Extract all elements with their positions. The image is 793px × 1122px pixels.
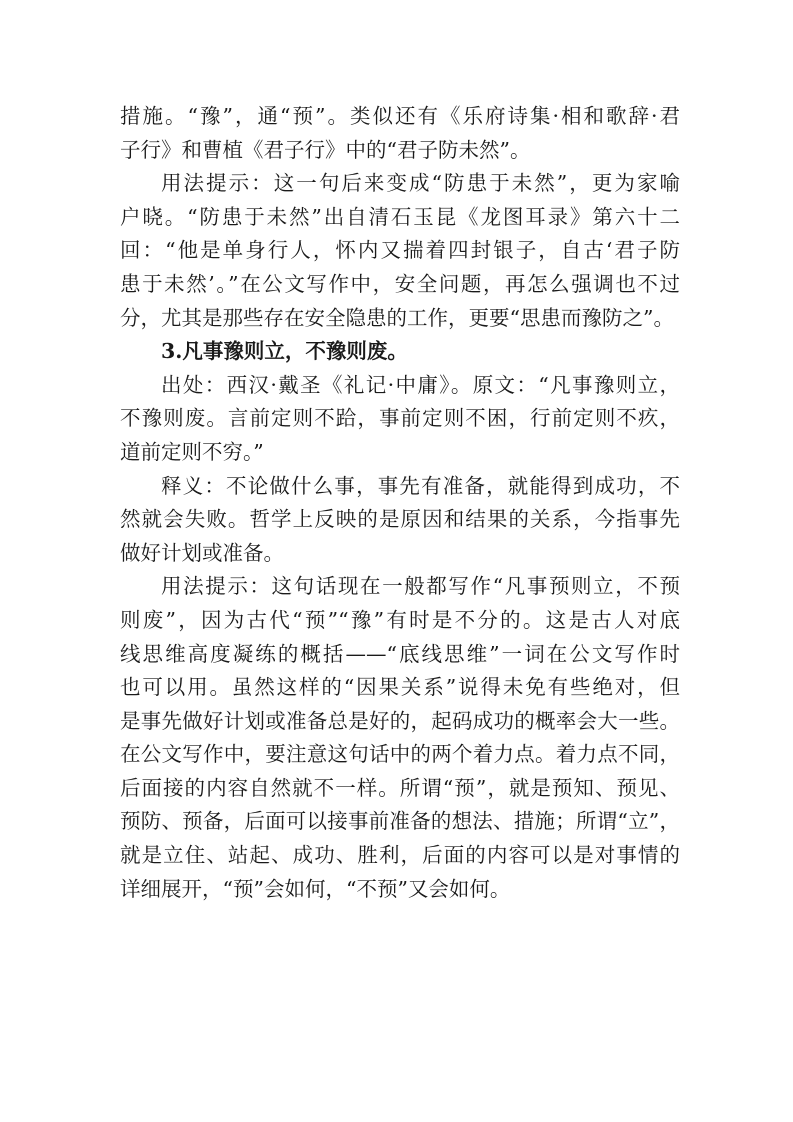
text-line: 分，尤其是那些存在安全隐患的工作，更要“思患而豫防之”。	[120, 305, 674, 330]
text-line: 措施。“豫”，通“预”。类似还有《乐府诗集·相和歌辞·君	[120, 104, 680, 128]
text-line: 用法提示：这一句后来变成“防患于未然”，更为家喻	[161, 171, 680, 196]
text-line: 户晓。“防患于未然”出自清石玉昆《龙图耳录》第六十二	[120, 204, 680, 229]
text-line: 后面接的内容自然就不一样。所谓“预”，就是预知、预见、	[120, 775, 680, 800]
text-line: 也可以用。虽然这样的“因果关系”说得未免有些绝对，但	[120, 675, 680, 700]
paragraph-source	[120, 369, 680, 470]
text-line: 释义：不论做什么事，事先有准备，就能得到成功，不	[161, 473, 680, 498]
paragraph-continuation	[120, 100, 680, 167]
section-heading	[120, 335, 680, 369]
text-line: 详细展开，“预”会如何，“不预”又会如何。	[120, 876, 511, 901]
text-line: 回：“他是单身行人，怀内又揣着四封银子，自古‘君子防	[120, 238, 680, 263]
heading-line: 3.凡事豫则立，不豫则废。	[161, 339, 408, 364]
paragraph-usage-note-2	[120, 570, 680, 906]
text-line: 在公文写作中，要注意这句话中的两个着力点。着力点不同，	[120, 742, 680, 767]
text-line: 道前定则不穷。”	[120, 439, 264, 464]
text-line: 患于未然’。”在公文写作中，安全问题，再怎么强调也不过	[120, 271, 680, 296]
text-line: 预防、预备，后面可以接事前准备的想法、措施；所谓“立”，	[120, 809, 680, 834]
paragraph-usage-note	[120, 167, 680, 335]
text-line: 用法提示：这句话现在一般都写作“凡事预则立，不预	[161, 574, 680, 599]
text-line: 然就会失败。哲学上反映的是原因和结果的关系，今指事先	[120, 507, 680, 532]
text-line: 不豫则废。言前定则不跲，事前定则不困，行前定则不疚，	[120, 406, 680, 431]
text-line: 子行》和曹植《君子行》中的“君子防未然”。	[120, 137, 531, 162]
text-line: 是事先做好计划或准备总是好的，起码成功的概率会大一些。	[120, 708, 680, 733]
paragraph-definition	[120, 470, 680, 571]
text-line: 线思维高度凝练的概括——“底线思维”一词在公文写作时	[120, 641, 680, 666]
text-line: 出处：西汉·戴圣《礼记·中庸》。原文：“凡事豫则立，	[161, 372, 680, 397]
text-line: 做好计划或准备。	[120, 540, 284, 565]
text-line: 就是立住、站起、成功、胜利，后面的内容可以是对事情的	[120, 843, 680, 868]
document-page	[120, 100, 680, 906]
text-line: 则废”，因为古代“预”“豫”有时是不分的。这是古人对底	[120, 607, 680, 632]
